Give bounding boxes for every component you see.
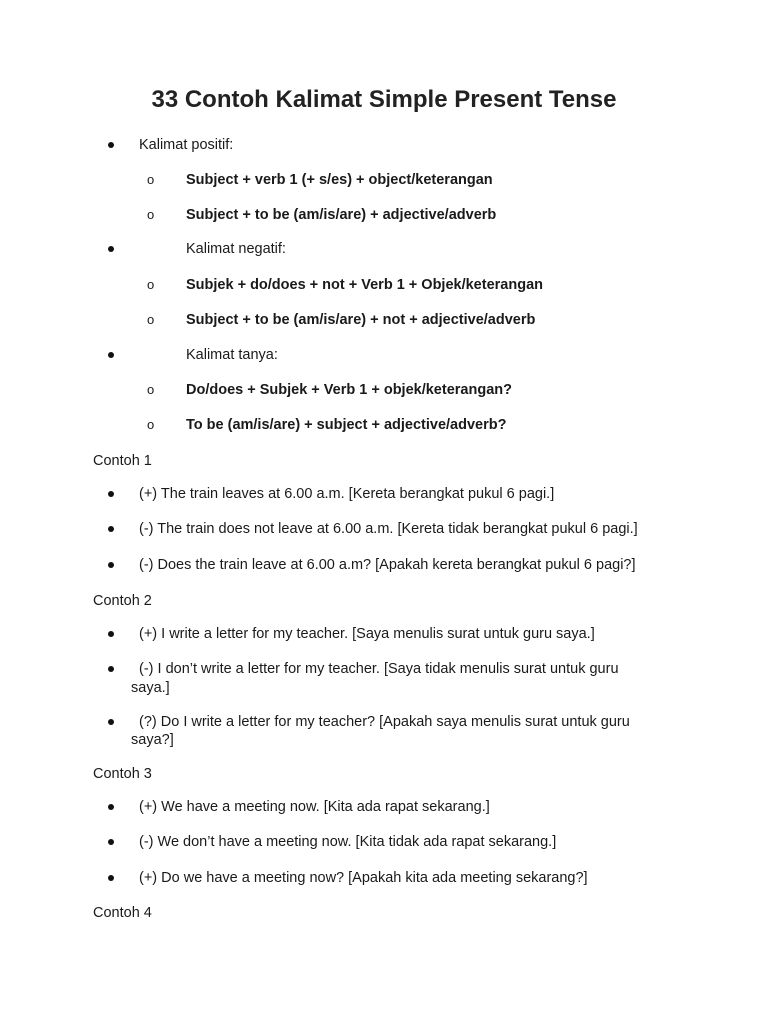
circle-bullet-icon: o xyxy=(147,172,155,187)
bullet-icon xyxy=(108,142,114,148)
formula-text: Subject + to be (am/is/are) + not + adjective/adverb xyxy=(186,312,536,328)
example-sentence: (+) I write a letter for my teacher. [Saya menulis surat untuk guru saya.] xyxy=(139,626,595,642)
circle-bullet-icon: o xyxy=(147,207,155,222)
section-label: Kalimat negatif: xyxy=(186,241,286,257)
example-heading: Contoh 2 xyxy=(93,593,152,609)
bullet-icon xyxy=(108,631,114,637)
formula-text: To be (am/is/are) + subject + adjective/adverb? xyxy=(186,417,507,433)
circle-bullet-icon: o xyxy=(147,417,155,432)
example-heading: Contoh 4 xyxy=(93,905,152,921)
bullet-icon xyxy=(108,875,114,881)
bullet-icon xyxy=(108,352,114,358)
example-sentence: (-) We don’t have a meeting now. [Kita tidak ada rapat sekarang.] xyxy=(139,834,557,850)
section-label: Kalimat tanya: xyxy=(186,347,278,363)
circle-bullet-icon: o xyxy=(147,312,155,327)
example-heading: Contoh 1 xyxy=(93,453,152,469)
example-sentence: (-) Does the train leave at 6.00 a.m? [Apakah kereta berangkat pukul 6 pagi?] xyxy=(139,557,636,573)
bullet-icon xyxy=(108,526,114,532)
bullet-icon xyxy=(108,719,114,725)
example-heading: Contoh 3 xyxy=(93,766,152,782)
example-sentence: (?) Do I write a letter for my teacher? [Apakah saya menulis surat untuk guru xyxy=(139,714,630,730)
example-sentence: (+) Do we have a meeting now? [Apakah kita ada meeting sekarang?] xyxy=(139,870,588,886)
bullet-icon xyxy=(108,246,114,252)
example-sentence: (+) The train leaves at 6.00 a.m. [Kereta berangkat pukul 6 pagi.] xyxy=(139,486,555,502)
example-sentence: (-) The train does not leave at 6.00 a.m. [Kereta tidak berangkat pukul 6 pagi.] xyxy=(139,521,638,537)
formula-text: Subjek + do/does + not + Verb 1 + Objek/keterangan xyxy=(186,277,543,293)
example-sentence-continuation: saya?] xyxy=(131,732,174,748)
circle-bullet-icon: o xyxy=(147,382,155,397)
formula-text: Subject + verb 1 (+ s/es) + object/keterangan xyxy=(186,172,493,188)
formula-text: Subject + to be (am/is/are) + adjective/adverb xyxy=(186,207,497,223)
formula-text: Do/does + Subjek + Verb 1 + objek/keterangan? xyxy=(186,382,512,398)
example-sentence-continuation: saya.] xyxy=(131,680,170,696)
circle-bullet-icon: o xyxy=(147,277,155,292)
example-sentence: (+) We have a meeting now. [Kita ada rapat sekarang.] xyxy=(139,799,490,815)
example-sentence: (-) I don’t write a letter for my teacher. [Saya tidak menulis surat untuk guru xyxy=(139,661,619,677)
bullet-icon xyxy=(108,839,114,845)
section-label: Kalimat positif: xyxy=(139,137,234,153)
document-title: 33 Contoh Kalimat Simple Present Tense xyxy=(151,86,617,113)
bullet-icon xyxy=(108,666,114,672)
bullet-icon xyxy=(108,804,114,810)
bullet-icon xyxy=(108,562,114,568)
bullet-icon xyxy=(108,491,114,497)
